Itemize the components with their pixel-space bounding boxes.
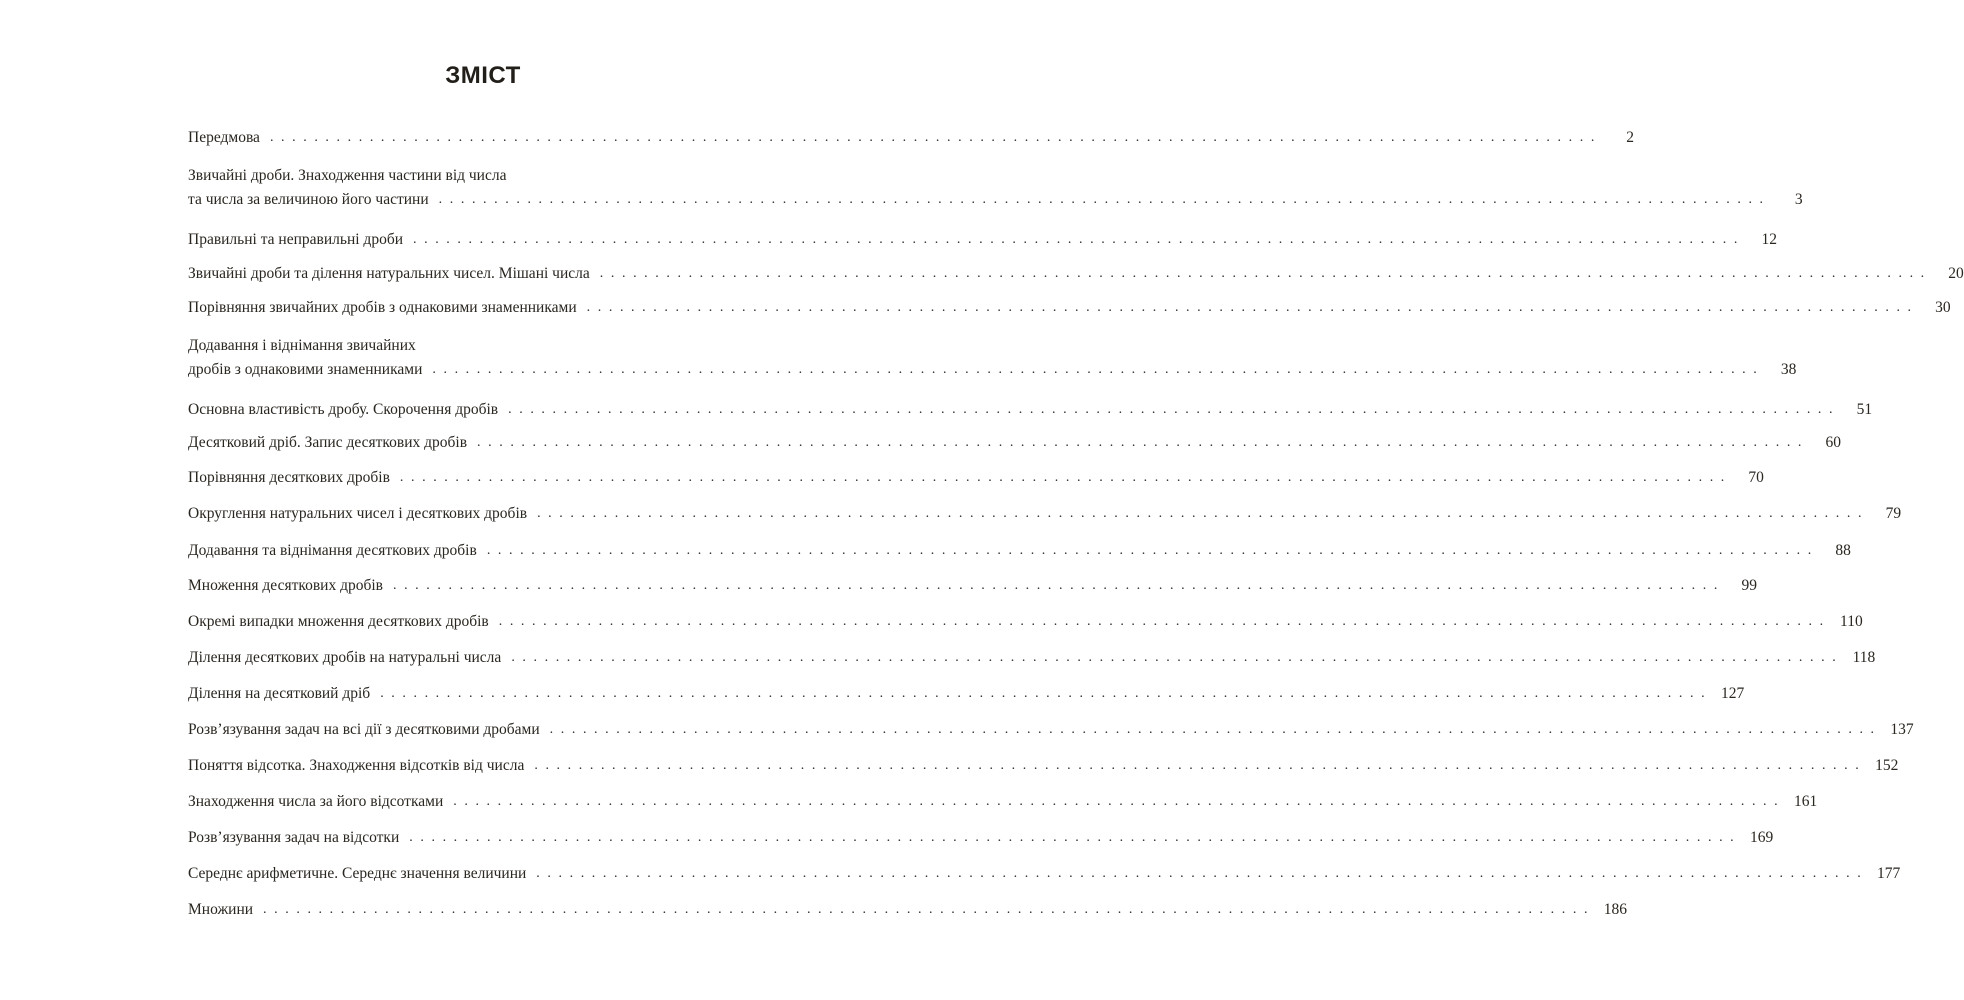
dot-leader: ........................................................................................................................ <box>269 130 1602 145</box>
toc-entry-title: Ділення десяткових дробів на натуральні числа <box>188 649 502 666</box>
toc-entry-line <box>188 862 1901 886</box>
toc-entry-line <box>188 898 1628 922</box>
toc-page-number: 137 <box>1890 721 1914 738</box>
dot-leader: ........................................................................................................................ <box>477 435 1810 450</box>
toc-page-number: 127 <box>1720 685 1745 702</box>
toc-entry-line <box>188 188 1803 212</box>
toc-entry-line <box>188 790 1818 814</box>
toc-page-number: 118 <box>1852 649 1876 666</box>
dot-leader: ........................................................................................................................ <box>486 543 1819 558</box>
dot-leader: ........................................................................................................................ <box>263 902 1596 917</box>
toc-entry[interactable] <box>188 334 1797 382</box>
toc-entry-title: Ділення на десятковий дріб <box>188 685 371 702</box>
toc-entry[interactable] <box>188 431 1842 455</box>
toc-entry-title: Додавання та віднімання десяткових дробів <box>188 542 477 559</box>
toc-entry-title: Порівняння десяткових дробів <box>188 469 390 486</box>
toc-entry-line <box>188 398 1873 422</box>
toc-entry[interactable] <box>188 502 1902 526</box>
toc-entry[interactable] <box>188 826 1774 850</box>
toc-entry-title: дробів з однаковими знаменниками <box>188 361 423 378</box>
dot-leader: ........................................................................................................................ <box>438 192 1771 207</box>
toc-page-number: 3 <box>1794 191 1803 208</box>
toc-entry[interactable] <box>188 126 1634 150</box>
toc-entry-line <box>188 646 1876 670</box>
toc-entry-line <box>188 682 1745 706</box>
toc-entry[interactable] <box>188 228 1777 252</box>
dot-leader: ........................................................................................................................ <box>413 232 1745 247</box>
toc-entry-title: Порівняння звичайних дробів з однаковими знаменниками <box>188 299 577 316</box>
toc-entry[interactable] <box>188 610 1863 634</box>
toc-entry[interactable] <box>188 790 1818 814</box>
toc-page-number: 79 <box>1885 505 1902 522</box>
toc-entry-line <box>188 228 1777 252</box>
toc-entry-line <box>188 358 1797 382</box>
dot-leader: ........................................................................................................................ <box>498 614 1831 629</box>
toc-entry[interactable] <box>188 539 1851 563</box>
toc-entry-title: Передмова <box>188 129 260 146</box>
toc-page-number: 20 <box>1948 265 1964 282</box>
dot-leader: ........................................................................................................................ <box>453 794 1786 809</box>
toc-page-number: 177 <box>1877 865 1901 882</box>
toc-entry-title: Знаходження числа за його відсотками <box>188 793 444 810</box>
toc-entry[interactable] <box>188 296 1951 320</box>
toc-entry[interactable] <box>188 574 1757 598</box>
toc-entry-line <box>188 574 1757 598</box>
toc-entry-title: та числа за величиною його частини <box>188 191 429 208</box>
toc-page-number: 161 <box>1794 793 1818 810</box>
toc-entry-line <box>188 610 1863 634</box>
toc-entry-title: Десятковий дріб. Запис десяткових дробів <box>188 434 468 451</box>
toc-page-number: 88 <box>1835 542 1851 559</box>
dot-leader: ........................................................................................................................ <box>511 650 1844 665</box>
toc-entry-title: Розв’язування задач на відсотки <box>188 829 400 846</box>
toc-entry-line <box>188 262 1964 286</box>
toc-entry-line <box>188 126 1634 150</box>
toc-entry-line <box>188 466 1764 490</box>
toc-entry[interactable] <box>188 682 1745 706</box>
toc-entry-line <box>188 754 1899 778</box>
toc-entry[interactable] <box>188 862 1901 886</box>
dot-leader: ........................................................................................................................ <box>534 758 1867 773</box>
toc-page-number: 99 <box>1741 577 1757 594</box>
toc-entry-line <box>188 296 1951 320</box>
toc-entry-title: Поняття відсотка. Знаходження відсотків від числа <box>188 757 525 774</box>
toc-entry-title: Основна властивість дробу. Скорочення дробів <box>188 401 499 418</box>
toc-page-number: 110 <box>1840 613 1863 630</box>
toc-entry-line <box>188 431 1842 455</box>
toc-entry-title: Правильні та неправильні дроби <box>188 231 403 248</box>
toc-entry[interactable] <box>188 646 1876 670</box>
toc-entry-title: Множини <box>188 901 254 918</box>
toc-entry-line <box>188 718 1914 742</box>
toc-entry[interactable] <box>188 898 1628 922</box>
toc-entry-title-line: Звичайні дроби. Знаходження частини від числа <box>188 167 507 184</box>
toc-entry-title: Звичайні дроби та ділення натуральних чисел. Мішані числа <box>188 265 590 282</box>
dot-leader: ........................................................................................................................ <box>432 362 1765 377</box>
dot-leader: ........................................................................................................................ <box>508 402 1841 417</box>
toc-entry-title: Окремі випадки множення десяткових дробів <box>188 613 489 630</box>
toc-entry-title-line: Додавання і віднімання звичайних <box>188 337 416 354</box>
toc-page-number: 2 <box>1626 129 1634 146</box>
toc-page-number: 70 <box>1748 469 1764 486</box>
toc-entry[interactable] <box>188 754 1899 778</box>
toc-entry-line <box>188 502 1902 526</box>
dot-leader: ........................................................................................................................ <box>549 722 1882 737</box>
toc-page-number: 60 <box>1825 434 1842 451</box>
dot-leader: ........................................................................................................................ <box>536 866 1869 881</box>
dot-leader: ........................................................................................................................ <box>599 266 1932 281</box>
toc-entry-line <box>188 826 1774 850</box>
toc-entry-title: Середнє арифметичне. Середнє значення величини <box>188 865 527 882</box>
toc-entry[interactable] <box>188 398 1873 422</box>
toc-page-number: 38 <box>1780 361 1797 378</box>
toc-page-number: 169 <box>1750 829 1774 846</box>
dot-leader: ........................................................................................................................ <box>586 300 1919 315</box>
dot-leader: ........................................................................................................................ <box>399 470 1732 485</box>
dot-leader: ........................................................................................................................ <box>380 686 1713 701</box>
toc-entry[interactable] <box>188 164 1803 212</box>
toc-page-number: 152 <box>1875 757 1899 774</box>
toc-entry-line <box>188 539 1851 563</box>
toc-entry-title: Розв’язування задач на всі дії з десятковими дробами <box>188 721 540 738</box>
toc-page-number: 51 <box>1856 401 1873 418</box>
toc-entry-title: Округлення натуральних чисел і десяткових дробів <box>188 505 528 522</box>
dot-leader: ........................................................................................................................ <box>392 578 1725 593</box>
toc-page-number: 186 <box>1603 901 1628 918</box>
page-title: ЗМІСТ <box>445 62 521 89</box>
toc-entry[interactable] <box>188 262 1964 286</box>
dot-leader: ........................................................................................................................ <box>537 506 1870 521</box>
toc-entry[interactable] <box>188 718 1914 742</box>
toc-entry[interactable] <box>188 466 1764 490</box>
toc-page-number: 30 <box>1935 299 1951 316</box>
dot-leader: ........................................................................................................................ <box>409 830 1742 845</box>
toc-entry-title: Множення десяткових дробів <box>188 577 383 594</box>
toc-page-number: 12 <box>1761 231 1777 248</box>
